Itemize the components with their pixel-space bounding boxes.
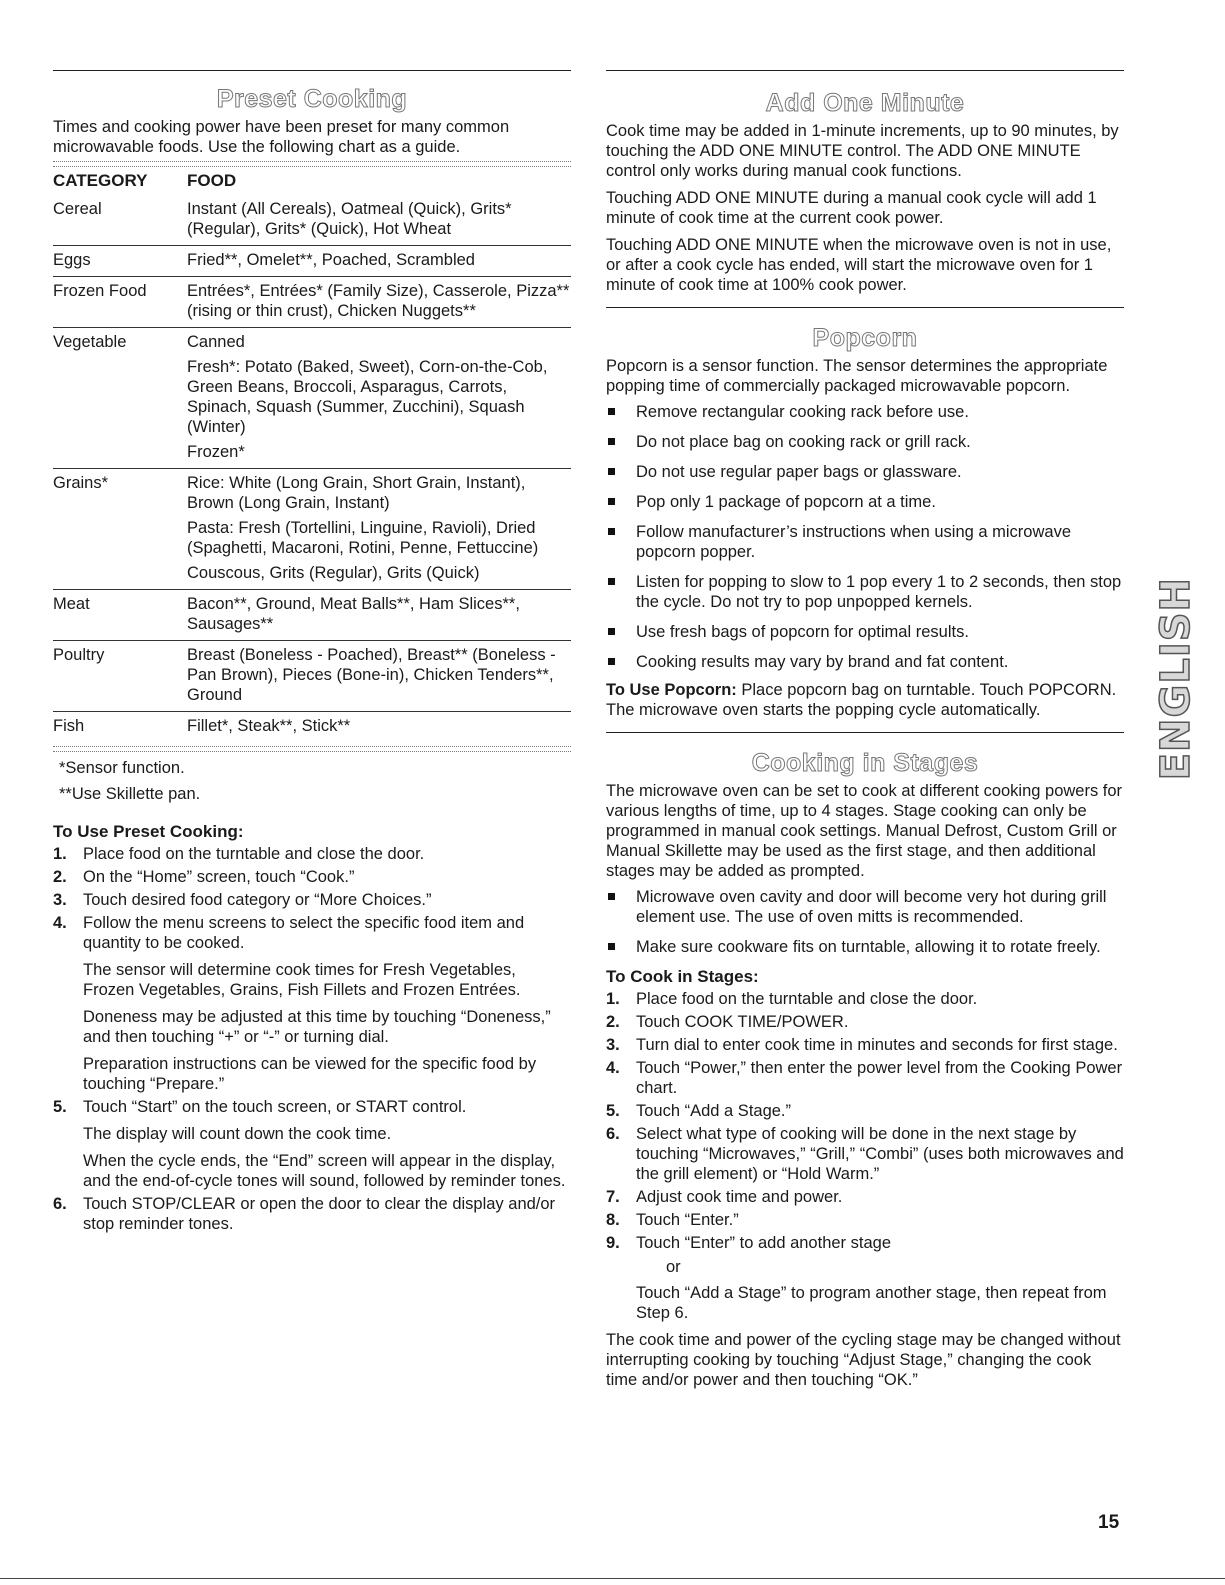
chart-category-cell: Frozen Food bbox=[53, 282, 147, 300]
step-item bbox=[53, 844, 571, 864]
stages-heading: Cooking in Stages bbox=[751, 749, 979, 777]
step-number: 5. bbox=[606, 1102, 620, 1120]
step-number: 1. bbox=[606, 990, 620, 1008]
step-item bbox=[53, 1097, 571, 1191]
add-minute-heading: Add One Minute bbox=[765, 89, 965, 117]
chart-row bbox=[53, 712, 571, 743]
top-rule-left bbox=[53, 70, 571, 71]
bullet-item: Do not use regular paper bags or glassware. bbox=[606, 462, 1124, 482]
step-item bbox=[606, 1012, 1124, 1032]
chart-food-text: Fresh*: Potato (Baked, Sweet), Corn-on-the-Cob, Green Beans, Broccoli, Asparagus, Carrots, Spinach, Squash (Summer, Zucchini), Squash (Winter) bbox=[187, 358, 548, 436]
step-item bbox=[606, 1124, 1124, 1184]
step-number: 4. bbox=[606, 1059, 620, 1077]
chart-food-cell bbox=[187, 195, 571, 246]
preset-intro: Times and cooking power have been preset for many common microwavable foods. Use the following chart as a guide. bbox=[53, 118, 510, 156]
step-detail: When the cycle ends, the “End” screen will appear in the display, and the end-of-cycle tones will sound, followed by reminder tones. bbox=[83, 1152, 566, 1190]
chart-food-cell bbox=[187, 469, 571, 590]
chart-food-text: Entrées*, Entrées* (Family Size), Casserole, Pizza** (rising or thin crust), Chicken Nuggets** bbox=[187, 282, 570, 320]
stages-bullets bbox=[606, 887, 1124, 957]
chart-category-cell: Vegetable bbox=[53, 333, 127, 351]
step9-alternative: Touch “Add a Stage” to program another stage, then repeat from Step 6. bbox=[636, 1284, 1107, 1322]
preset-how-title: To Use Preset Cooking: bbox=[53, 822, 244, 841]
stages-steps bbox=[606, 989, 1124, 1253]
stages-closing: The cook time and power of the cycling stage may be changed without interrupting cooking by touching “Adjust Stage,” changing the cook time and/or power and then touching “OK.” bbox=[606, 1331, 1121, 1389]
step-item bbox=[53, 1194, 571, 1234]
step-text: Place food on the turntable and close the door. bbox=[83, 845, 425, 863]
popcorn-bullets bbox=[606, 402, 1124, 672]
bullet-item: Make sure cookware fits on turntable, allowing it to rotate freely. bbox=[606, 937, 1124, 957]
chart-row bbox=[53, 246, 571, 277]
step-text: Touch “Enter” to add another stage bbox=[636, 1234, 891, 1252]
add-minute-paragraphs bbox=[606, 121, 1124, 295]
step-item bbox=[606, 989, 1124, 1009]
chart-food-cell bbox=[187, 641, 571, 712]
chart-food-text: Pasta: Fresh (Tortellini, Linguine, Ravioli), Dried (Spaghetti, Macaroni, Rotini, Penne, Fettuccine) bbox=[187, 519, 539, 557]
top-rule-right bbox=[606, 70, 1124, 71]
chart-category-cell: Meat bbox=[53, 595, 90, 613]
step-number: 9. bbox=[606, 1234, 620, 1252]
chart-food-cell bbox=[187, 328, 571, 469]
chart-body bbox=[53, 195, 571, 742]
step-text: Touch “Start” on the touch screen, or START control. bbox=[83, 1098, 467, 1116]
popcorn-usage-label: To Use Popcorn: bbox=[606, 681, 737, 699]
step9-or: or bbox=[666, 1258, 681, 1276]
chart-row bbox=[53, 328, 571, 469]
step-number: 1. bbox=[53, 845, 67, 863]
bullet-item: Cooking results may vary by brand and fat content. bbox=[606, 652, 1124, 672]
chart-header-food: FOOD bbox=[187, 171, 237, 190]
bullet-item: Pop only 1 package of popcorn at a time. bbox=[606, 492, 1124, 512]
add-minute-paragraph: Touching ADD ONE MINUTE when the microwave oven is not in use, or after a cook cycle has ended, will start the microwave oven for 1 minute of cook time at 100% cook power. bbox=[606, 236, 1112, 294]
language-side-tab bbox=[1153, 570, 1199, 788]
chart-row bbox=[53, 195, 571, 246]
step-text: Place food on the turntable and close the door. bbox=[636, 990, 978, 1008]
chart-food-text: Rice: White (Long Grain, Short Grain, Instant), Brown (Long Grain, Instant) bbox=[187, 474, 526, 512]
step-number: 7. bbox=[606, 1188, 620, 1206]
preset-chart bbox=[53, 167, 571, 742]
page-number: 15 bbox=[1098, 1512, 1120, 1533]
add-minute-paragraph: Cook time may be added in 1-minute increments, up to 90 minutes, by touching the ADD ONE MINUTE control. The ADD ONE MINUTE control only works during manual cook functions. bbox=[606, 122, 1119, 180]
chart-category-cell: Cereal bbox=[53, 200, 102, 218]
language-tab-label: ENGLISH bbox=[1153, 577, 1199, 781]
chart-row bbox=[53, 641, 571, 712]
chart-category-cell: Grains* bbox=[53, 474, 109, 492]
chart-food-text: Bacon**, Ground, Meat Balls**, Ham Slices**, Sausages** bbox=[187, 595, 520, 633]
chart-food-cell bbox=[187, 712, 571, 743]
step-item bbox=[606, 1101, 1124, 1121]
add-minute-paragraph: Touching ADD ONE MINUTE during a manual cook cycle will add 1 minute of cook time at the current cook power. bbox=[606, 189, 1097, 227]
chart-row bbox=[53, 469, 571, 590]
chart-food-text: Fillet*, Steak**, Stick** bbox=[187, 717, 351, 735]
chart-header-row bbox=[53, 167, 571, 195]
bullet-item: Do not place bag on cooking rack or grill rack. bbox=[606, 432, 1124, 452]
step-detail: Doneness may be adjusted at this time by touching “Doneness,” and then touching “+” or “-” or turning dial. bbox=[83, 1008, 551, 1046]
bullet-item: Remove rectangular cooking rack before use. bbox=[606, 402, 1124, 422]
stages-intro: The microwave oven can be set to cook at different cooking powers for various lengths of time, up to 4 stages. Stage cooking can only be programmed in manual cook settings. Manual Defrost, Custom Grill or Manual Skillette may be used as the first stage, and then additional stages may be added as prompted. bbox=[606, 782, 1123, 880]
step-number: 5. bbox=[53, 1098, 67, 1116]
step-number: 2. bbox=[606, 1013, 620, 1031]
note-skillette: **Use Skillette pan. bbox=[59, 785, 201, 803]
step-item bbox=[606, 1058, 1124, 1098]
chart-food-text: Fried**, Omelet**, Poached, Scrambled bbox=[187, 251, 475, 269]
chart-category-cell: Poultry bbox=[53, 646, 105, 664]
chart-food-cell bbox=[187, 246, 571, 277]
step-item bbox=[606, 1187, 1124, 1207]
step-item bbox=[53, 913, 571, 1094]
step-number: 8. bbox=[606, 1211, 620, 1229]
step-number: 6. bbox=[53, 1195, 67, 1213]
stages-rule bbox=[606, 732, 1124, 733]
bullet-item: Follow manufacturer’s instructions when using a microwave popcorn popper. bbox=[606, 522, 1124, 562]
step-text: Touch desired food category or “More Choices.” bbox=[83, 891, 432, 909]
chart-category-cell: Eggs bbox=[53, 251, 91, 269]
popcorn-intro: Popcorn is a sensor function. The sensor determines the appropriate popping time of commercially packaged microwavable popcorn. bbox=[606, 357, 1108, 395]
chart-food-cell bbox=[187, 590, 571, 641]
step-number: 6. bbox=[606, 1125, 620, 1143]
popcorn-usage-text: Place popcorn bag on turntable. Touch POPCORN. The microwave oven starts the popping cycle automatically. bbox=[606, 681, 1117, 719]
step-item bbox=[606, 1210, 1124, 1230]
bullet-item: Microwave oven cavity and door will become very hot during grill element use. The use of oven mitts is recommended. bbox=[606, 887, 1124, 927]
step-number: 3. bbox=[53, 891, 67, 909]
step-item bbox=[53, 867, 571, 887]
step-text: Adjust cook time and power. bbox=[636, 1188, 843, 1206]
step-text: Touch “Power,” then enter the power level from the Cooking Power chart. bbox=[636, 1059, 1123, 1097]
right-column bbox=[606, 70, 1124, 1390]
chart-food-text: Breast (Boneless - Poached), Breast** (Boneless - Pan Brown), Pieces (Bone-in), Chicken Tenders**, Ground bbox=[187, 646, 556, 704]
chart-food-text: Canned bbox=[187, 333, 245, 351]
chart-row bbox=[53, 590, 571, 641]
chart-food-text: Instant (All Cereals), Oatmeal (Quick), Grits* (Regular), Grits* (Quick), Hot Wheat bbox=[187, 200, 512, 238]
chart-header-category: CATEGORY bbox=[53, 171, 148, 190]
step-item bbox=[606, 1233, 1124, 1253]
step-item bbox=[53, 890, 571, 910]
step-number: 3. bbox=[606, 1036, 620, 1054]
preset-cooking-heading: Preset Cooking bbox=[216, 85, 408, 113]
step-item bbox=[606, 1035, 1124, 1055]
bottom-rule bbox=[0, 1578, 1225, 1579]
step-text: Touch STOP/CLEAR or open the door to clear the display and/or stop reminder tones. bbox=[83, 1195, 556, 1233]
chart-food-text: Frozen* bbox=[187, 443, 245, 461]
stages-how-title: To Cook in Stages: bbox=[606, 967, 759, 986]
popcorn-usage bbox=[606, 680, 1124, 720]
chart-row bbox=[53, 277, 571, 328]
step-text: Follow the menu screens to select the specific food item and quantity to be cooked. bbox=[83, 914, 525, 952]
step-number: 2. bbox=[53, 868, 67, 886]
chart-food-cell bbox=[187, 277, 571, 328]
bullet-item: Use fresh bags of popcorn for optimal results. bbox=[606, 622, 1124, 642]
step-text: On the “Home” screen, touch “Cook.” bbox=[83, 868, 355, 886]
step-text: Touch “Enter.” bbox=[636, 1211, 739, 1229]
step-text: Select what type of cooking will be done in the next stage by touching “Microwaves,” “Grill,” “Combi” (uses both microwaves and the grill element) or “Hold Warm.” bbox=[636, 1125, 1124, 1183]
step-detail: Preparation instructions can be viewed for the specific food by touching “Prepare.” bbox=[83, 1055, 537, 1093]
popcorn-heading: Popcorn bbox=[812, 324, 918, 352]
popcorn-rule bbox=[606, 307, 1124, 308]
step-text: Touch COOK TIME/POWER. bbox=[636, 1013, 849, 1031]
bullet-item: Listen for popping to slow to 1 pop every 1 to 2 seconds, then stop the cycle. Do not try to pop unpopped kernels. bbox=[606, 572, 1124, 612]
note-sensor: *Sensor function. bbox=[59, 759, 185, 777]
chart-food-text: Couscous, Grits (Regular), Grits (Quick) bbox=[187, 564, 480, 582]
step-number: 4. bbox=[53, 914, 67, 932]
chart-category-cell: Fish bbox=[53, 717, 85, 735]
chart-bottom-divider bbox=[53, 746, 571, 752]
step-detail: The sensor will determine cook times for Fresh Vegetables, Frozen Vegetables, Grains, Fish Fillets and Frozen Entrées. bbox=[83, 961, 521, 999]
step-text: Turn dial to enter cook time in minutes and seconds for first stage. bbox=[636, 1036, 1118, 1054]
preset-steps bbox=[53, 844, 571, 1234]
step-detail: The display will count down the cook time. bbox=[83, 1125, 392, 1143]
step-text: Touch “Add a Stage.” bbox=[636, 1102, 792, 1120]
left-column bbox=[53, 70, 571, 1237]
chart-notes bbox=[53, 758, 571, 804]
